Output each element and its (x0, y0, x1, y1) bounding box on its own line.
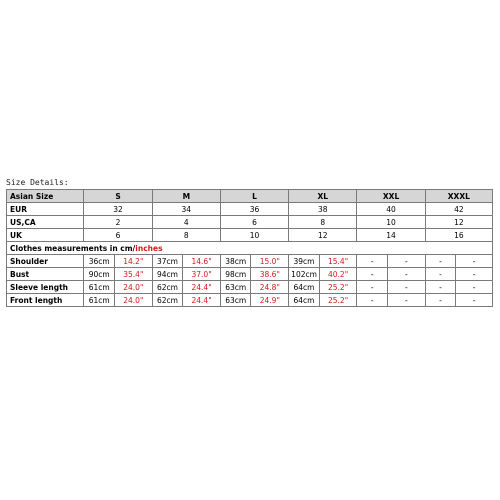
cm-value: 63cm (220, 294, 251, 307)
cm-value: 36cm (84, 255, 115, 268)
cm-value: - (425, 281, 456, 294)
inch-value: 15.4" (319, 255, 357, 268)
inch-value: 25.2" (319, 281, 357, 294)
cm-value: - (357, 255, 388, 268)
measurement-label: Shoulder (7, 255, 84, 268)
inch-value: - (387, 255, 425, 268)
measurements-section-row (7, 242, 493, 255)
size-header-s: S (84, 190, 152, 203)
measurement-label: Bust (7, 268, 84, 281)
region-value: 2 (84, 216, 152, 229)
inch-value: - (456, 294, 493, 307)
region-label: EUR (7, 203, 84, 216)
region-value: 12 (289, 229, 357, 242)
measurements-heading (7, 242, 493, 255)
inch-value: 24.0" (114, 281, 152, 294)
inch-value: 14.2" (114, 255, 152, 268)
inch-value: 14.6" (183, 255, 221, 268)
measurement-row (7, 268, 493, 281)
size-header-xxxl: XXXL (425, 190, 492, 203)
header-row (7, 190, 493, 203)
measurement-label: Front length (7, 294, 84, 307)
heading-prefix: Clothes measurements in cm/ (10, 243, 136, 253)
size-chart-table (6, 189, 493, 307)
region-row (7, 216, 493, 229)
region-label: UK (7, 229, 84, 242)
region-value: 40 (357, 203, 425, 216)
inch-value: 35.4" (114, 268, 152, 281)
size-header-xl: XL (289, 190, 357, 203)
cm-value: 37cm (152, 255, 183, 268)
region-value: 8 (289, 216, 357, 229)
region-value: 6 (84, 229, 152, 242)
region-value: 12 (425, 216, 492, 229)
inch-value: - (387, 281, 425, 294)
asian-size-header: Asian Size (7, 190, 84, 203)
size-details-caption: Size Details: (6, 178, 69, 187)
inch-value: - (456, 255, 493, 268)
size-header-m: M (152, 190, 220, 203)
region-value: 6 (220, 216, 288, 229)
measurement-label: Sleeve length (7, 281, 84, 294)
measurement-row (7, 281, 493, 294)
inch-value: 24.4" (183, 281, 221, 294)
cm-value: 94cm (152, 268, 183, 281)
cm-value: 90cm (84, 268, 115, 281)
inch-value: 15.0" (251, 255, 289, 268)
cm-value: 64cm (289, 294, 320, 307)
cm-value: 64cm (289, 281, 320, 294)
cm-value: 39cm (289, 255, 320, 268)
inch-value: - (456, 281, 493, 294)
region-value: 32 (84, 203, 152, 216)
inch-value: 24.4" (183, 294, 221, 307)
cm-value: - (425, 268, 456, 281)
inch-value: 24.8" (251, 281, 289, 294)
measurement-row (7, 294, 493, 307)
region-value: 16 (425, 229, 492, 242)
cm-value: 98cm (220, 268, 251, 281)
region-value: 42 (425, 203, 492, 216)
heading-inches: inches (135, 243, 163, 253)
region-label: US,CA (7, 216, 84, 229)
region-value: 8 (152, 229, 220, 242)
inch-value: 24.0" (114, 294, 152, 307)
inch-value: 40.2" (319, 268, 357, 281)
inch-value: - (387, 294, 425, 307)
measurement-row (7, 255, 493, 268)
inch-value: - (456, 268, 493, 281)
inch-value: 25.2" (319, 294, 357, 307)
cm-value: 61cm (84, 294, 115, 307)
cm-value: 102cm (289, 268, 320, 281)
size-header-xxl: XXL (357, 190, 425, 203)
region-value: 36 (220, 203, 288, 216)
cm-value: - (425, 294, 456, 307)
region-value: 14 (357, 229, 425, 242)
cm-value: - (357, 294, 388, 307)
inch-value: 38.6" (251, 268, 289, 281)
region-value: 10 (357, 216, 425, 229)
cm-value: 63cm (220, 281, 251, 294)
cm-value: - (357, 268, 388, 281)
cm-value: - (425, 255, 456, 268)
region-value: 10 (220, 229, 288, 242)
size-header-l: L (220, 190, 288, 203)
inch-value: 24.9" (251, 294, 289, 307)
region-value: 4 (152, 216, 220, 229)
cm-value: 62cm (152, 281, 183, 294)
region-value: 34 (152, 203, 220, 216)
cm-value: 61cm (84, 281, 115, 294)
region-row (7, 203, 493, 216)
cm-value: 38cm (220, 255, 251, 268)
inch-value: 37.0" (183, 268, 221, 281)
cm-value: - (357, 281, 388, 294)
region-row (7, 229, 493, 242)
inch-value: - (387, 268, 425, 281)
region-value: 38 (289, 203, 357, 216)
cm-value: 62cm (152, 294, 183, 307)
